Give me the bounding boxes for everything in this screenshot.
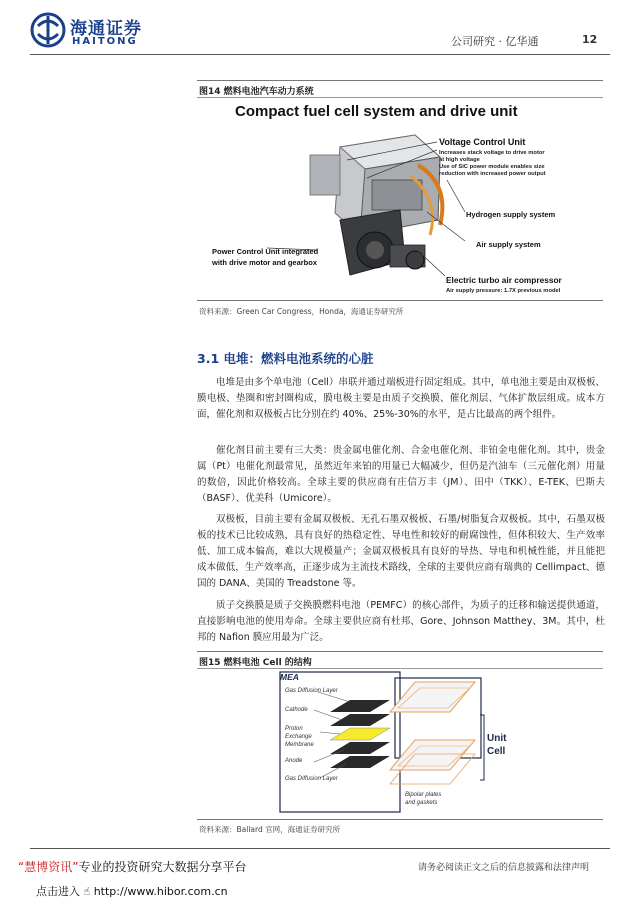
label-pcu-2: with drive motor and gearbox bbox=[212, 258, 318, 267]
label-membrane-1: Proton bbox=[285, 726, 303, 732]
paragraph-catalyst bbox=[197, 443, 605, 507]
label-cathode: Cathode bbox=[285, 707, 308, 713]
figure-15-title-rule bbox=[197, 668, 603, 669]
paragraph-text: 双极板，目前主要有金属双极板、无孔石墨双极板、石墨/树脂复合双极板。其中，石墨双极板的技术已比较成熟，具有良好的热稳定性、导电性和较好的耐腐蚀性，但体积较大、生产效率低、加工成本偏高，难以大规模量产；金属双极板具有良好的导热、导电和机械性能，并且能把成本做低，生产效率高，正逐步成为主流技术路线，全球的主要供应商有瑞典的 Cellimpact、德国的 DANA、美国的 Treadstone 等。 bbox=[197, 514, 605, 589]
footer-disclaimer: 请务必阅读正文之后的信息披露和法律声明 bbox=[418, 863, 590, 873]
header-divider bbox=[30, 54, 610, 55]
label-vcu-desc-2: at high voltage bbox=[439, 157, 480, 163]
label-mea: MEA bbox=[280, 672, 299, 682]
figure-14-title-rule bbox=[197, 97, 603, 98]
footer-click-in: 点击进入 bbox=[36, 885, 80, 898]
label-cell: Cell bbox=[487, 746, 506, 757]
footer-brand-quote: “慧博资讯” bbox=[18, 860, 79, 874]
paragraph-text: 电堆是由多个单电池（Cell）串联并通过端板进行固定组成。其中，单电池主要是由双极板、膜电极、垫圈和密封圈构成，膜电极主要是由质子交换膜、催化剂层、气体扩散层组成。成本方面，催化剂和双极板占比分别在约 40%、25%-30%的水平，是占比最高的两个组件。 bbox=[197, 377, 605, 420]
footer-url-link[interactable]: http://www.hibor.com.cn bbox=[93, 885, 228, 898]
label-pcu-1: Power Control Unit integrated bbox=[212, 247, 319, 256]
figure-14-heading: Compact fuel cell system and drive unit bbox=[235, 103, 518, 120]
label-vcu-desc-3: Use of SiC power module enables size bbox=[439, 164, 545, 170]
footer-slogan-text: 专业的投资研究大数据分享平台 bbox=[78, 860, 247, 874]
page-number: 12 bbox=[582, 33, 598, 46]
pointer-hand-icon: ☝ bbox=[83, 885, 91, 898]
label-vcu-desc-1: Increases stack voltage to drive motor bbox=[439, 150, 545, 156]
label-compressor-desc: Air supply pressure: 1.7X previous model bbox=[446, 288, 561, 294]
brand-name-en: HAITONG bbox=[72, 36, 138, 47]
label-unit: Unit bbox=[487, 733, 507, 744]
paragraph-text: 质子交换膜是质子交换膜燃料电池（PEMFC）的核心部件，为质子的迁移和输送提供通道，直接影响电池的使用寿命。全球主要供应商有杜邦、Gore、Johnson Matthey、3M。其中，杜邦的 Nafion 膜应用最为广泛。 bbox=[197, 600, 605, 643]
label-air-supply: Air supply system bbox=[476, 240, 541, 249]
figure-15-source: 资料来源：Ballard 官网，海通证券研究所 bbox=[199, 825, 341, 834]
label-vcu-desc-4: reduction with increased power output bbox=[439, 171, 546, 177]
brand-name-cn: 海通证券 bbox=[70, 19, 142, 39]
label-gdl-bottom: Gas Diffusion Layer bbox=[285, 776, 338, 782]
label-membrane-3: Membrane bbox=[285, 742, 314, 748]
figure-14-title: 图14 燃料电池汽车动力系统 bbox=[199, 87, 314, 97]
paragraph-text: 催化剂目前主要有三大类：贵金属电催化剂、合金电催化剂、非铂金电催化剂。其中，贵金属（Pt）电催化剂最常见，虽然近年来铂的用量已大幅减少，但仍是汽油车（三元催化剂）用量的数倍，因此价格较高。全球主要的供应商有庄信万丰（JM）、田中（TKK）、E-TEK、巴斯夫（BASF）、优美科（Umicore）。 bbox=[197, 445, 605, 504]
label-voltage-control-unit: Voltage Control Unit bbox=[439, 137, 526, 147]
footer-divider bbox=[30, 848, 610, 849]
report-label: 公司研究 · 亿华通 bbox=[451, 35, 539, 48]
label-membrane-2: Exchange bbox=[285, 734, 312, 740]
section-title: 3.1 电堆：燃料电池系统的心脏 bbox=[197, 351, 374, 366]
label-bipolar-plates-1: Bipolar plates bbox=[405, 792, 442, 798]
figure-14-source: 资料来源：Green Car Congress，Honda，海通证券研究所 bbox=[199, 307, 404, 316]
label-electric-turbo-compressor: Electric turbo air compressor bbox=[446, 275, 562, 285]
footer-slogan bbox=[18, 858, 246, 875]
label-anode: Anode bbox=[285, 758, 303, 764]
paragraph-stack bbox=[197, 375, 605, 423]
paragraph-bipolar-plate bbox=[197, 512, 605, 592]
footer-link-row bbox=[36, 883, 228, 899]
label-hydrogen-supply: Hydrogen supply system bbox=[466, 210, 556, 219]
haitong-logo-icon bbox=[30, 12, 66, 48]
label-bipolar-plates-2: and gaskets bbox=[405, 800, 438, 806]
figure-14-leader-lines bbox=[197, 100, 603, 300]
paragraph-membrane bbox=[197, 598, 605, 646]
label-gdl-top: Gas Diffusion Layer bbox=[285, 688, 338, 694]
figure-15-title: 图15 燃料电池 Cell 的结构 bbox=[199, 658, 312, 668]
